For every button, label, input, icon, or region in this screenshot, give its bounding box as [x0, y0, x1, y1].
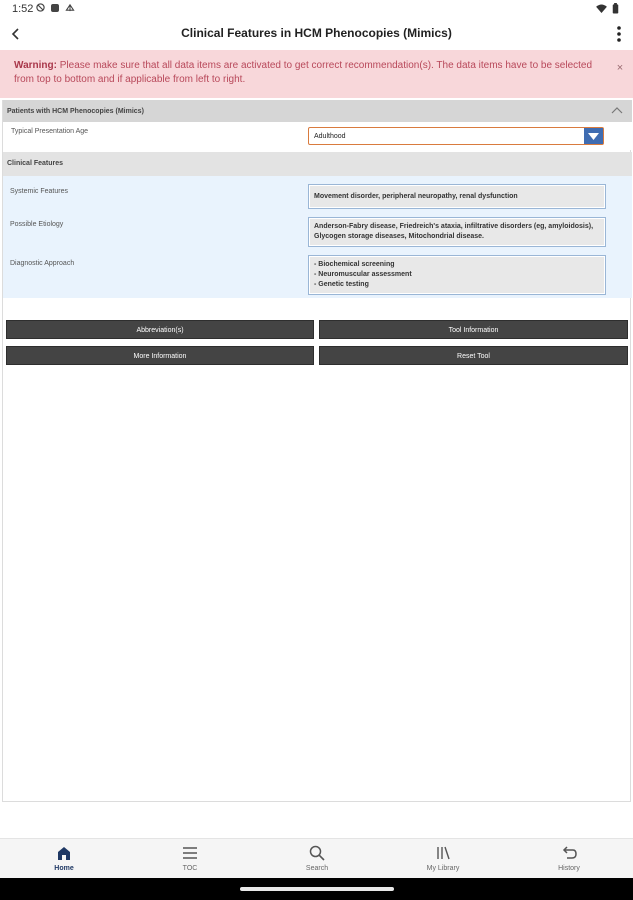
- warning-label: Warning:: [14, 60, 57, 71]
- cast-icon: [65, 3, 75, 12]
- age-row: [3, 122, 632, 150]
- systemic-features-label: Systemic Features: [10, 188, 68, 195]
- list-icon: [181, 844, 199, 862]
- possible-etiology-label: Possible Etiology: [10, 221, 64, 228]
- status-time: 1:52: [12, 3, 34, 15]
- battery-icon: [612, 3, 619, 14]
- history-icon: [560, 844, 578, 862]
- chevron-up-icon[interactable]: [610, 104, 624, 116]
- nav-home[interactable]: [24, 839, 104, 879]
- home-icon: [55, 844, 73, 862]
- nav-library[interactable]: [403, 839, 483, 879]
- diagnostic-approach-label: Diagnostic Approach: [10, 260, 75, 267]
- dropdown-arrow-icon[interactable]: [584, 128, 603, 144]
- possible-etiology-line-1: Anderson-Fabry disease, Friedreich's ataxia, infiltrative disorders (eg, amyloidosis),: [314, 223, 594, 230]
- reset-tool-button[interactable]: Reset Tool: [319, 346, 628, 365]
- age-label: Typical Presentation Age: [11, 128, 89, 135]
- section-title-clinical: Clinical Features: [7, 160, 64, 167]
- sim-icon: [51, 4, 59, 12]
- gesture-bar: [0, 878, 633, 900]
- nav-toc-label: TOC: [182, 865, 198, 872]
- age-select-value: Adulthood: [314, 133, 346, 140]
- abbreviations-button[interactable]: Abbreviation(s): [6, 320, 314, 339]
- possible-etiology-value: [308, 217, 606, 247]
- nav-library-label: My Library: [426, 865, 460, 872]
- diagnostic-approach-line-3: - Genetic testing: [314, 281, 369, 288]
- section-header-clinical: [3, 152, 632, 176]
- nav-history-label: History: [558, 865, 580, 872]
- nav-search[interactable]: [277, 839, 357, 879]
- diagnostic-approach-line-2: - Neuromuscular assessment: [314, 271, 412, 278]
- do-not-disturb-icon: [36, 3, 45, 12]
- nav-search-label: Search: [305, 865, 329, 872]
- page-title: Clinical Features in HCM Phenocopies (Mimics): [181, 26, 452, 40]
- close-icon[interactable]: ×: [616, 62, 624, 74]
- nav-history[interactable]: [529, 839, 609, 879]
- warning-text: Please make sure that all data items are activated to get correct recommendation(s). The data items have to be selected from top to bottom and if applicable from left to right.: [14, 60, 593, 85]
- library-icon: [434, 844, 452, 862]
- bottom-nav: [0, 838, 633, 878]
- possible-etiology-line-2: Glycogen storage diseases, Mitochondrial disease.: [314, 233, 485, 240]
- diagnostic-approach-line-1: - Biochemical screening: [314, 261, 395, 268]
- warning-banner: [0, 50, 633, 98]
- calculator-content: [2, 100, 631, 802]
- section-title-patients: Patients with HCM Phenocopies (Mimics): [7, 108, 144, 115]
- diagnostic-approach-value: [308, 255, 606, 295]
- app-header: [0, 18, 633, 50]
- status-icons-right: [596, 3, 619, 14]
- systemic-features-text: Movement disorder, peripheral neuropathy, renal dysfunction: [314, 193, 518, 200]
- gesture-handle[interactable]: [240, 887, 394, 891]
- wifi-icon: [596, 4, 607, 13]
- more-information-button[interactable]: More Information: [6, 346, 314, 365]
- tool-information-button[interactable]: Tool Information: [319, 320, 628, 339]
- more-vertical-icon[interactable]: [611, 24, 627, 44]
- status-icons-left: [36, 3, 75, 12]
- systemic-features-value: [308, 184, 606, 209]
- search-icon: [308, 844, 326, 862]
- clinical-features-panel: [3, 176, 632, 298]
- age-select[interactable]: [308, 127, 604, 145]
- nav-home-label: Home: [54, 865, 74, 872]
- section-header-patients[interactable]: [3, 100, 632, 122]
- nav-toc[interactable]: [150, 839, 230, 879]
- status-bar: [0, 0, 633, 18]
